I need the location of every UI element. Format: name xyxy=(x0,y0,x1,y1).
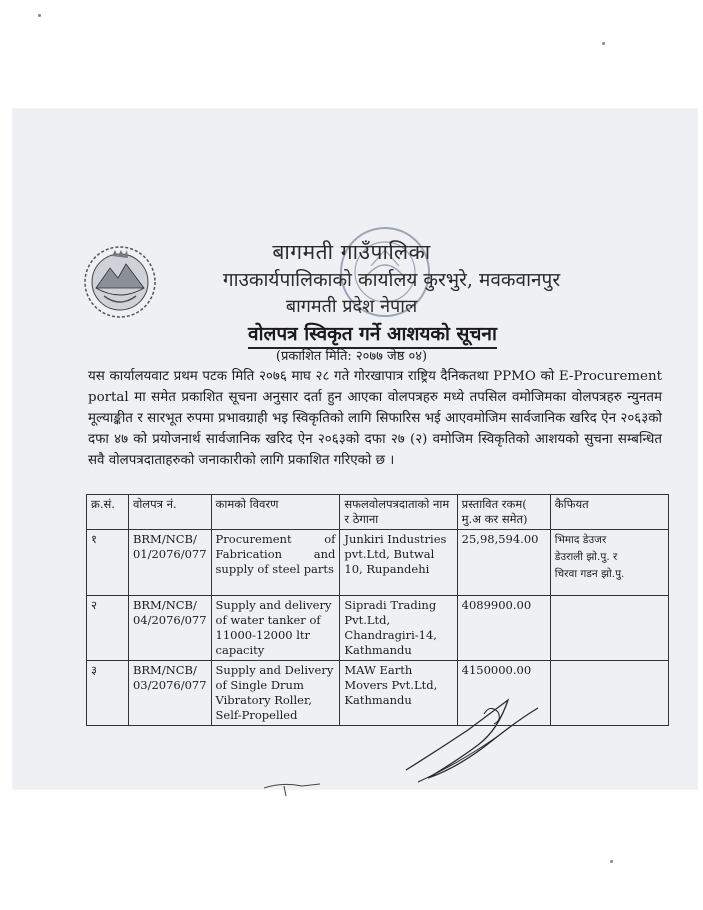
table-row xyxy=(87,661,669,726)
scan-speck xyxy=(610,860,613,863)
handwritten-signature xyxy=(398,690,548,790)
notice-paragraph: यस कार्यालयवाट प्रथम पटक मिति २०७६ माघ २८ गते गोरखापात्र राष्ट्रिय दैनिकतथा PPMO को E-Procurement portal मा समेत प्रकाशित सूचना अनुसार दर्ता हुन आएका वोलपत्रहरु मध्ये तपसिल वमोजिमका वोलपत्रहरु न्युनतम मूल्याङ्कीत र सारभूत रुपमा प्रभावग्राही भइ स्विकृतिको लागि सिफारिस भई आएवमोजिम सार्वजानिक खरिद ऐन २०६३को दफा ४७ को प्रयोजनार्थ सार्वजानिक खरिद ऐन २०६३को दफा २७ (२) वमोजिम स्विकृतिको आशयको सुचना सम्बन्धित सवै वोलपत्रदाताहरुको जनाकारीको लागि प्रकाशित गरिएको छ । xyxy=(88,369,662,468)
notice-title: वोलपत्र स्विकृत गर्ने आशयको सूचना xyxy=(248,320,497,349)
table-header-row xyxy=(87,495,669,530)
published-date: (प्रकाशित मिति: २०७७ जेष्ठ ०४) xyxy=(275,349,428,364)
cell-bidder: Junkiri Industries pvt.Ltd, Butwal 10, Rupandehi xyxy=(340,530,457,596)
cell-bidder: Sipradi Trading Pvt.Ltd, Chandragiri-14, Kathmandu xyxy=(340,596,457,661)
header-amount: प्रस्तावित रकम( मु.अ कर समेत) xyxy=(457,495,550,530)
header-bid-number: वोलपत्र नं. xyxy=(128,495,211,530)
cell-description: Procurement of Fabrication and supply of steel parts xyxy=(211,530,340,596)
cell-serial: १ xyxy=(87,530,129,596)
cell-amount: 4150000.00 xyxy=(457,661,550,726)
cell-bid-number: BRM/NCB/ 01/2076/077 xyxy=(128,530,211,596)
cell-description: Supply and Delivery of Single Drum Vibratory Roller, Self-Propelled xyxy=(211,661,340,726)
scan-speck xyxy=(38,14,41,17)
cell-bid-number: BRM/NCB/ 04/2076/077 xyxy=(128,596,211,661)
header-bidder: सफलवोलपत्रदाताको नाम र ठेगाना xyxy=(340,495,457,530)
municipality-name: बागमती गाउँपालिका xyxy=(272,240,431,264)
scan-speck xyxy=(602,42,605,45)
office-address: गाउकार्यपालिकाको कार्यालय कुरभुरे, मवकवानपुर xyxy=(222,269,561,291)
header-work-description: कामको विवरण xyxy=(211,495,340,530)
remarks-line: डेउराली झो.पु. र xyxy=(554,551,618,563)
table-row xyxy=(87,530,669,596)
remarks-line: चिरवा गडन झो.पु. xyxy=(554,568,625,580)
cell-serial: ३ xyxy=(87,661,129,726)
cell-description: Supply and delivery of water tanker of 11000-12000 ltr capacity xyxy=(211,596,340,661)
cell-remarks xyxy=(550,661,668,726)
pen-mark xyxy=(262,778,322,798)
cell-remarks xyxy=(550,530,668,596)
awarded-bids-table xyxy=(86,494,669,726)
cell-serial: २ xyxy=(87,596,129,661)
remarks-line: भिमाद डेउजर xyxy=(554,534,607,546)
header-remarks: कैफियत xyxy=(550,495,668,530)
table-row xyxy=(87,596,669,661)
province-country: बागमती प्रदेश नेपाल xyxy=(285,296,418,317)
cell-amount: 25,98,594.00 xyxy=(457,530,550,596)
cell-bidder: MAW Earth Movers Pvt.Ltd, Kathmandu xyxy=(340,661,457,726)
header-serial: क्र.सं. xyxy=(87,495,129,530)
cell-bid-number: BRM/NCB/ 03/2076/077 xyxy=(128,661,211,726)
cell-remarks xyxy=(550,596,668,661)
cell-amount: 4089900.00 xyxy=(457,596,550,661)
notice-body xyxy=(88,366,662,471)
